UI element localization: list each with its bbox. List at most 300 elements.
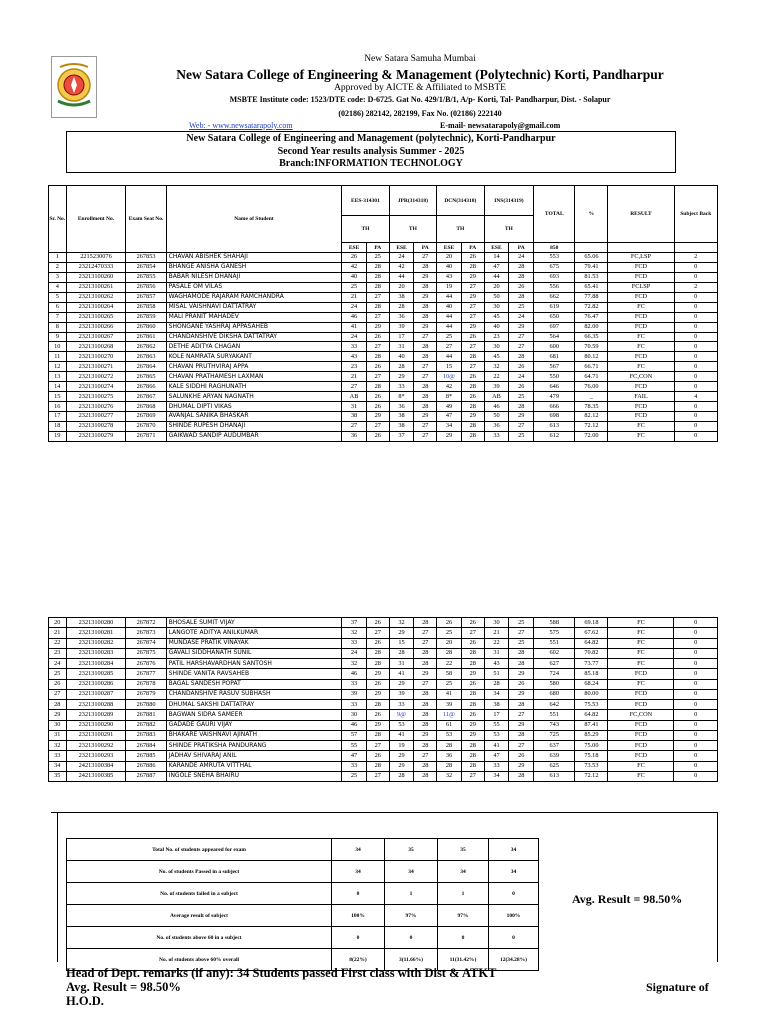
ese-cell: 29: [437, 431, 462, 441]
pa-cell: 26: [366, 362, 389, 372]
stat-label: No. of students failed in a subject: [67, 883, 332, 905]
total-cell: 556: [534, 282, 575, 292]
pa-cell: 26: [509, 679, 534, 689]
sr-cell: 35: [49, 771, 67, 781]
percent-cell: 70.82: [575, 648, 608, 658]
pa-cell: 29: [461, 272, 484, 282]
ese-cell: 38: [342, 412, 367, 422]
pa-cell: 26: [509, 382, 534, 392]
results-body-part1: [49, 253, 718, 442]
name-cell: SALUNKHE ARYAN NAGNATH: [166, 392, 342, 402]
ese-cell: 33: [342, 638, 367, 648]
enrollment-cell: 23213100277: [66, 412, 126, 422]
pa-cell: 28: [461, 352, 484, 362]
pa-cell: 27: [414, 628, 437, 638]
ese-cell: 44: [437, 312, 462, 322]
total-cell: 724: [534, 669, 575, 679]
pa-cell: 24: [509, 372, 534, 382]
result-cell: FC: [608, 421, 674, 431]
stat-label: Total No. of students appeared for exam: [67, 839, 332, 861]
back-cell: 2: [674, 253, 718, 263]
report-title-exam: Second Year results analysis Summer - 2025: [277, 145, 465, 157]
ese-cell: 36: [437, 751, 462, 761]
pa-label: PA: [509, 243, 534, 253]
ese-cell: 41: [389, 669, 414, 679]
ese-cell: 61: [437, 720, 462, 730]
remarks-hod: H.O.D.: [66, 994, 104, 1008]
sr-cell: 27: [49, 689, 67, 699]
percent-cell: _: [575, 392, 608, 402]
back-cell: 4: [674, 392, 718, 402]
ese-cell: 10@: [437, 372, 462, 382]
enrollment-cell: 23213100278: [66, 421, 126, 431]
name-cell: CHAVAN PRATHAMESH LAXMAN: [166, 372, 342, 382]
pa-cell: 27: [461, 771, 484, 781]
back-cell: 0: [674, 669, 718, 679]
percent-cell: 65.06: [575, 253, 608, 263]
result-cell: FC: [608, 302, 674, 312]
back-cell: 0: [674, 648, 718, 658]
stat-value: 34: [438, 861, 489, 883]
back-cell: 0: [674, 382, 718, 392]
ese-cell: 49: [437, 402, 462, 412]
col-subject-4: INS(314319): [484, 186, 534, 216]
seat-cell: 267876: [126, 659, 166, 669]
remarks-avg: Avg. Result = 98.50%: [66, 980, 181, 994]
back-cell: 0: [674, 431, 718, 441]
stat-value: 1: [438, 883, 489, 905]
percent-cell: 64.71: [575, 372, 608, 382]
summary-right-rule: [717, 812, 718, 962]
pa-cell: 27: [366, 292, 389, 302]
pa-cell: 28: [366, 302, 389, 312]
sr-cell: 9: [49, 332, 67, 342]
stat-row: [67, 927, 539, 949]
total-cell: 551: [534, 638, 575, 648]
student-row: [49, 272, 718, 282]
col-total: TOTAL: [534, 186, 575, 243]
seat-cell: 267882: [126, 720, 166, 730]
seat-cell: 267871: [126, 431, 166, 441]
student-row: [49, 342, 718, 352]
student-row: [49, 392, 718, 402]
total-cell: 550: [534, 372, 575, 382]
pa-cell: 28: [414, 741, 437, 751]
pa-cell: 29: [461, 292, 484, 302]
ese-cell: 50: [484, 292, 509, 302]
pa-cell: 25: [509, 431, 534, 441]
pa-cell: 27: [414, 638, 437, 648]
back-cell: 0: [674, 421, 718, 431]
pa-cell: 29: [414, 322, 437, 332]
name-cell: SHONGANE YASHRAJ APPASAHEB: [166, 322, 342, 332]
student-row: [49, 659, 718, 669]
pa-cell: 28: [414, 312, 437, 322]
pa-cell: 26: [461, 618, 484, 628]
sr-cell: 20: [49, 618, 67, 628]
result-cell: FCD: [608, 751, 674, 761]
ese-cell: 38: [389, 412, 414, 422]
col-result: RESULT: [608, 186, 674, 243]
sr-cell: 21: [49, 628, 67, 638]
student-row: [49, 679, 718, 689]
pa-cell: 29: [461, 730, 484, 740]
ese-cell: 44: [484, 272, 509, 282]
student-row: [49, 771, 718, 781]
pa-cell: 26: [461, 638, 484, 648]
result-cell: FCD: [608, 262, 674, 272]
ese-cell: 37: [389, 431, 414, 441]
pa-cell: 28: [461, 689, 484, 699]
seat-cell: 267867: [126, 392, 166, 402]
student-row: [49, 402, 718, 412]
pa-cell: 24: [509, 312, 534, 322]
name-cell: KARANDE AMRUTA VITTHAL: [166, 761, 342, 771]
ese-cell: 43: [342, 352, 367, 362]
student-row: [49, 382, 718, 392]
ese-cell: 22: [437, 659, 462, 669]
sr-cell: 4: [49, 282, 67, 292]
back-cell: 0: [674, 412, 718, 422]
ese-cell: 33: [342, 679, 367, 689]
seat-cell: 267883: [126, 730, 166, 740]
stat-value: 8(22%): [332, 949, 385, 971]
back-cell: 0: [674, 262, 718, 272]
back-cell: 0: [674, 741, 718, 751]
total-cell: 646: [534, 382, 575, 392]
back-cell: 0: [674, 342, 718, 352]
enrollment-cell: 23213100268: [66, 342, 126, 352]
pa-cell: 28: [414, 342, 437, 352]
ese-cell: 25: [342, 771, 367, 781]
pa-cell: 28: [414, 710, 437, 720]
pa-cell: 28: [414, 402, 437, 412]
summary-top-rule: [51, 812, 718, 813]
pa-cell: 29: [366, 412, 389, 422]
ese-cell: 27: [342, 382, 367, 392]
sr-cell: 23: [49, 648, 67, 658]
ese-cell: 29: [389, 679, 414, 689]
total-cell: 619: [534, 302, 575, 312]
result-cell: FC: [608, 618, 674, 628]
ese-cell: 30: [484, 302, 509, 312]
col-subject-3: DCN(314318): [437, 186, 484, 216]
pa-cell: 28: [509, 700, 534, 710]
col-enrollment: Enrollment No.: [66, 186, 126, 253]
enrollment-cell: 23213100289: [66, 710, 126, 720]
seat-cell: 267880: [126, 700, 166, 710]
pa-cell: 28: [366, 282, 389, 292]
seat-cell: 267855: [126, 272, 166, 282]
pa-cell: 28: [509, 402, 534, 412]
pa-cell: 27: [414, 751, 437, 761]
ese-cell: 20: [437, 638, 462, 648]
back-cell: 0: [674, 618, 718, 628]
ese-cell: 28: [437, 648, 462, 658]
ese-cell: 44: [437, 322, 462, 332]
ese-cell: 20: [437, 253, 462, 263]
stat-value: 34: [385, 861, 438, 883]
ese-cell: 41: [389, 730, 414, 740]
pa-cell: 28: [509, 292, 534, 302]
back-cell: 0: [674, 638, 718, 648]
seat-cell: 267865: [126, 372, 166, 382]
ese-cell: 29: [389, 761, 414, 771]
ese-cell: 21: [484, 628, 509, 638]
sr-cell: 7: [49, 312, 67, 322]
pa-cell: 28: [461, 382, 484, 392]
ese-cell: 39: [437, 700, 462, 710]
seat-cell: 267864: [126, 362, 166, 372]
college-logo: [51, 56, 97, 118]
ese-cell: 39: [342, 689, 367, 699]
total-cell: 479: [534, 392, 575, 402]
result-cell: FC: [608, 659, 674, 669]
ese-cell: 42: [389, 262, 414, 272]
ese-cell: 47: [342, 751, 367, 761]
pa-cell: 28: [366, 648, 389, 658]
percent-cell: 66.71: [575, 362, 608, 372]
percent-cell: 76.47: [575, 312, 608, 322]
pa-cell: 29: [366, 720, 389, 730]
email-line: E-mail- newsatarapoly@gmail.com: [440, 121, 561, 130]
stat-value: 3(11.66%): [385, 949, 438, 971]
seat-cell: 267858: [126, 302, 166, 312]
ese-cell: 53: [437, 730, 462, 740]
back-cell: 0: [674, 710, 718, 720]
pa-cell: 26: [509, 282, 534, 292]
name-cell: BAGAL SANDESH POPAT: [166, 679, 342, 689]
pa-cell: 28: [414, 618, 437, 628]
stat-value: 1: [385, 883, 438, 905]
back-cell: 0: [674, 362, 718, 372]
ese-cell: 33: [389, 700, 414, 710]
ese-cell: 40: [437, 302, 462, 312]
percent-cell: 72.82: [575, 302, 608, 312]
pa-cell: 28: [366, 352, 389, 362]
back-cell: 0: [674, 771, 718, 781]
pa-cell: 29: [414, 292, 437, 302]
enrollment-cell: 23213100292: [66, 741, 126, 751]
back-cell: 0: [674, 292, 718, 302]
student-row: [49, 700, 718, 710]
student-row: [49, 292, 718, 302]
approval-line: Approved by AICTE & Affiliated to MSBTE: [334, 83, 506, 93]
name-cell: CHANDANSHIVE DIKSHA DATTATRAY: [166, 332, 342, 342]
ese-cell: 32: [484, 362, 509, 372]
back-cell: 2: [674, 282, 718, 292]
pa-cell: 28: [414, 262, 437, 272]
name-cell: BABAR NILESH DHANAJI: [166, 272, 342, 282]
sr-cell: 17: [49, 412, 67, 422]
stat-value: 97%: [438, 905, 489, 927]
seat-cell: 267872: [126, 618, 166, 628]
stat-value: 0: [332, 927, 385, 949]
sr-cell: 31: [49, 730, 67, 740]
ese-cell: 32: [342, 659, 367, 669]
pa-cell: 28: [461, 700, 484, 710]
name-cell: BHOSALE SUMIT VIJAY: [166, 618, 342, 628]
pa-cell: 28: [414, 382, 437, 392]
institute-address: MSBTE Institute code: 1523/DTE code: D-6725. Gat No. 429/1/B/1, A/p- Korti, Tal- Pandharpur, Dist. - Solapur: [229, 95, 611, 104]
ese-cell: 34: [484, 689, 509, 699]
back-cell: 0: [674, 322, 718, 332]
pa-cell: 26: [461, 372, 484, 382]
ese-cell: 37: [342, 618, 367, 628]
hod-remarks: [66, 966, 496, 1008]
pa-cell: 26: [461, 392, 484, 402]
total-cell: 575: [534, 628, 575, 638]
ese-cell: 46: [342, 720, 367, 730]
ese-cell: 19: [437, 282, 462, 292]
name-cell: WAGHAMODE RAJARAM RAMCHANDRA: [166, 292, 342, 302]
result-cell: FAIL: [608, 392, 674, 402]
pa-cell: 26: [509, 362, 534, 372]
ese-cell: 33: [342, 700, 367, 710]
pa-cell: 29: [509, 720, 534, 730]
enrollment-cell: 23213100272: [66, 372, 126, 382]
pa-cell: 26: [366, 679, 389, 689]
pa-cell: 29: [461, 412, 484, 422]
student-row: [49, 253, 718, 263]
pa-cell: 28: [461, 751, 484, 761]
pa-cell: 27: [414, 679, 437, 689]
report-title-branch: Branch:INFORMATION TECHNOLOGY: [279, 158, 463, 169]
enrollment-cell: 24213100385: [66, 771, 126, 781]
sr-cell: 6: [49, 302, 67, 312]
total-cell: 698: [534, 412, 575, 422]
name-cell: CHAVAN ABISHEK SHAHAJI: [166, 253, 342, 263]
pa-cell: 27: [414, 332, 437, 342]
ese-cell: 25: [437, 628, 462, 638]
stat-value: 35: [438, 839, 489, 861]
back-cell: 0: [674, 761, 718, 771]
name-cell: DETHE ADITYA CHAGAN: [166, 342, 342, 352]
ese-cell: 15: [437, 362, 462, 372]
percent-cell: 75.53: [575, 700, 608, 710]
name-cell: AVANJAL SANIKA BHASKAR: [166, 412, 342, 422]
name-cell: MALI PRANIT MAHADEV: [166, 312, 342, 322]
ese-cell: 55: [342, 741, 367, 751]
enrollment-cell: 23213100280: [66, 618, 126, 628]
stat-value: 34: [332, 861, 385, 883]
pa-cell: 27: [366, 741, 389, 751]
total-cell: 675: [534, 262, 575, 272]
ese-cell: 34: [437, 421, 462, 431]
sr-cell: 2: [49, 262, 67, 272]
pa-cell: 28: [461, 741, 484, 751]
ese-cell: 46: [342, 669, 367, 679]
pa-cell: 26: [366, 402, 389, 412]
pa-cell: 26: [461, 679, 484, 689]
seat-cell: 267869: [126, 412, 166, 422]
ese-cell: 21: [342, 372, 367, 382]
stat-value: 97%: [385, 905, 438, 927]
pa-cell: 27: [461, 628, 484, 638]
student-row: [49, 638, 718, 648]
result-cell: FCD: [608, 382, 674, 392]
results-table-part2: [48, 617, 718, 782]
sr-cell: 33: [49, 751, 67, 761]
total-cell: 580: [534, 679, 575, 689]
ese-cell: 31: [484, 648, 509, 658]
student-row: [49, 628, 718, 638]
stat-value: 34: [489, 839, 539, 861]
ese-cell: 15: [389, 638, 414, 648]
website-link[interactable]: Web: - www.newsatarapoly.com: [189, 121, 293, 130]
result-cell: FC: [608, 362, 674, 372]
ese-cell: 45: [484, 352, 509, 362]
back-cell: 0: [674, 720, 718, 730]
blank-cell: [674, 243, 718, 253]
pa-cell: 29: [414, 272, 437, 282]
ese-cell: 19: [389, 741, 414, 751]
pa-cell: 29: [414, 669, 437, 679]
ese-cell: 11@: [437, 710, 462, 720]
total-cell: 627: [534, 659, 575, 669]
average-result: Avg. Result = 98.50%: [572, 892, 683, 906]
th-label: TH: [342, 216, 389, 243]
enrollment-cell: 24213100384: [66, 761, 126, 771]
ese-cell: 53: [484, 730, 509, 740]
ese-cell: 41: [342, 322, 367, 332]
seat-cell: 267873: [126, 628, 166, 638]
seat-cell: 267884: [126, 741, 166, 751]
enrollment-cell: 23212470333: [66, 262, 126, 272]
ese-cell: 33: [342, 761, 367, 771]
back-cell: 0: [674, 659, 718, 669]
ese-cell: 17: [484, 710, 509, 720]
ese-cell: 32: [342, 628, 367, 638]
name-cell: MUNDASE PRATIK VINAYAK: [166, 638, 342, 648]
sr-cell: 11: [49, 352, 67, 362]
pa-cell: 26: [509, 751, 534, 761]
total-cell: 743: [534, 720, 575, 730]
name-cell: SHINDE RUPESH DHANAJI: [166, 421, 342, 431]
pa-cell: 25: [509, 618, 534, 628]
enrollment-cell: 23213100262: [66, 292, 126, 302]
ese-cell: 24: [389, 253, 414, 263]
result-cell: FC,CON: [608, 372, 674, 382]
pa-cell: 27: [509, 710, 534, 720]
back-cell: 0: [674, 628, 718, 638]
ese-label: ESE: [484, 243, 509, 253]
result-cell: FCD: [608, 272, 674, 282]
stat-value: 0: [438, 927, 489, 949]
percent-cell: 65.41: [575, 282, 608, 292]
name-cell: INGOLE SNEHA BHAIRU: [166, 771, 342, 781]
pa-cell: 27: [461, 342, 484, 352]
pa-cell: 27: [461, 302, 484, 312]
col-percent: %: [575, 186, 608, 243]
stat-value: 34: [489, 861, 539, 883]
ese-cell: 55: [484, 720, 509, 730]
pa-cell: 29: [461, 720, 484, 730]
enrollment-cell: 23213100287: [66, 689, 126, 699]
ese-cell: 44: [389, 272, 414, 282]
result-cell: FCLSP: [608, 282, 674, 292]
ese-cell: 9@: [389, 710, 414, 720]
result-cell: FCD: [608, 689, 674, 699]
pa-cell: 26: [366, 431, 389, 441]
sr-cell: 12: [49, 362, 67, 372]
stat-value: 35: [385, 839, 438, 861]
seat-cell: 267886: [126, 761, 166, 771]
ese-cell: 28: [437, 761, 462, 771]
student-row: [49, 421, 718, 431]
pa-cell: 27: [461, 312, 484, 322]
student-row: [49, 312, 718, 322]
